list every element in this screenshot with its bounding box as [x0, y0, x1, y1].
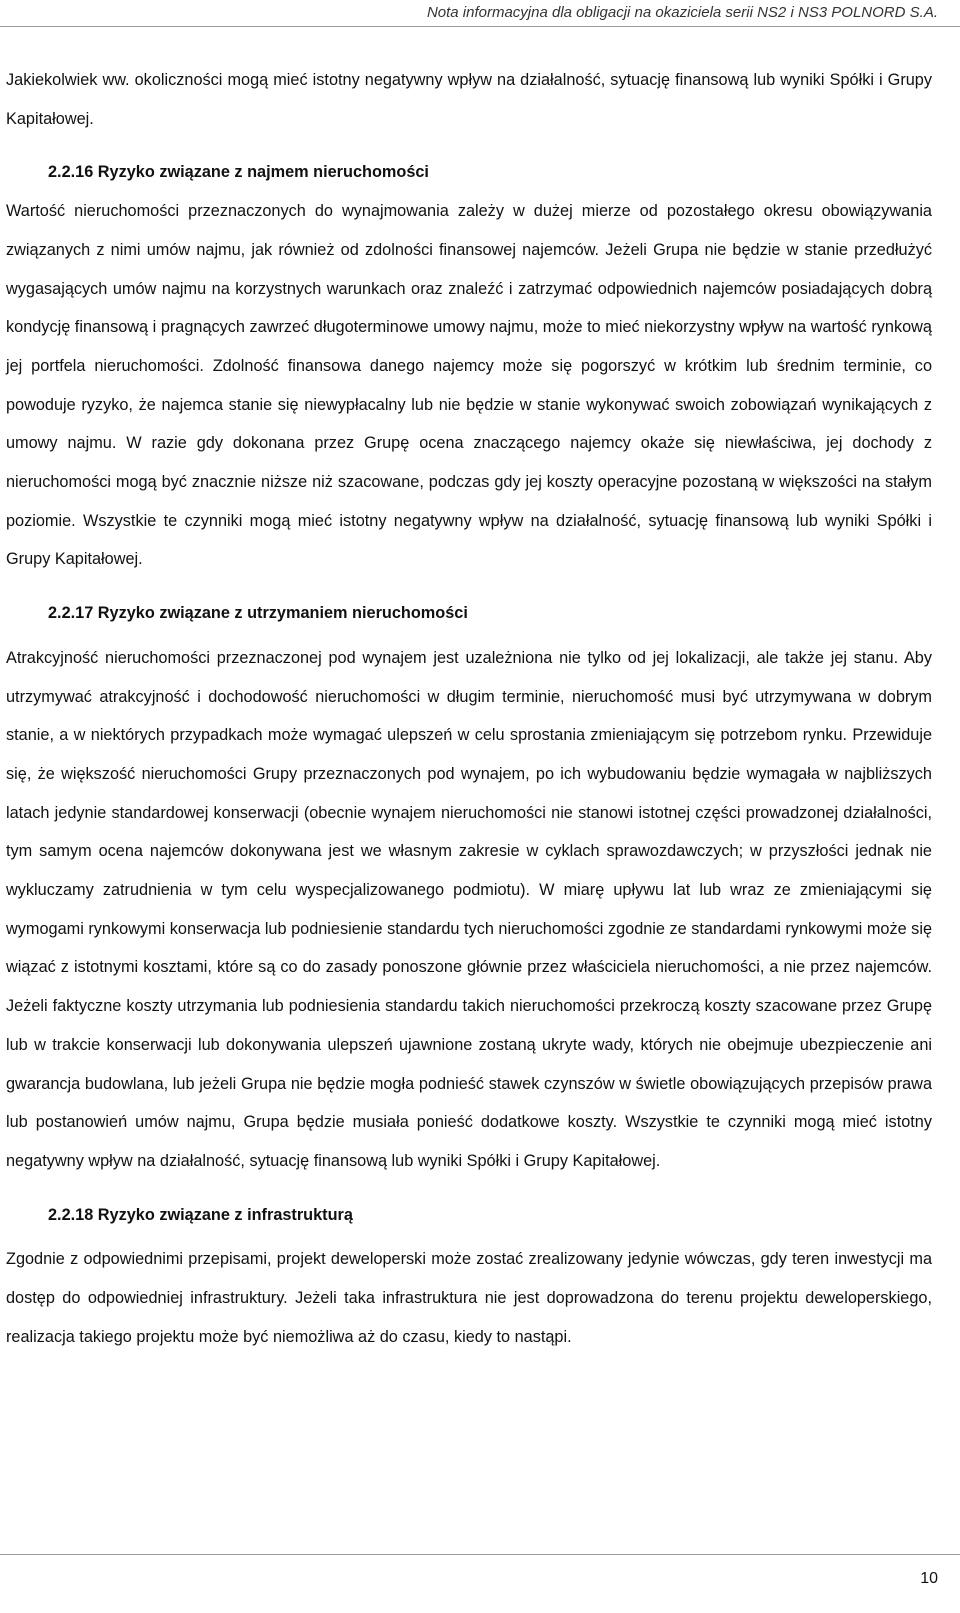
section-heading-2-2-17: 2.2.17 Ryzyko związane z utrzymaniem nieruchomości	[48, 604, 468, 623]
footer-rule	[0, 1554, 960, 1555]
section-body-2-2-17: Atrakcyjność nieruchomości przeznaczonej pod wynajem jest uzależniona nie tylko od jej lokalizacji, ale także jej stanu. Aby utrzymywać atrakcyjność i dochodowość nieruchomości w długim terminie, nieruchomość musi być utrzymywana w dobrym stanie, a w niektórych przypadkach może wymagać ulepszeń w celu sprostania zmieniającym się potrzebom rynku. Przewiduje się, że większość nieruchomości Grupy przeznaczonych pod wynajem, po ich wybudowaniu będzie wymagała w najbliższych latach jedynie standardowej konserwacji (obecnie wynajem nieruchomości nie stanowi istotnej części prowadzonej działalności, tym samym ocena najemców dokonywana jest we własnym zakresie w cyklach sprawozdawczych; w przyszłości jednak nie wykluczamy zatrudnienia w tym celu wyspecjalizowanego podmiotu). W miarę upływu lat lub wraz ze zmieniającymi się wymogami rynkowymi konserwacja lub podniesienie standardu tych nieruchomości zgodnie ze standardami rynkowymi może się wiązać z istotnymi kosztami, które są co do zasady ponoszone głównie przez właściciela nieruchomości, a nie przez najemców. Jeżeli faktyczne koszty utrzymania lub podniesienia standardu takich nieruchomości przekroczą koszty szacowane przez Grupę lub w trakcie konserwacji lub dokonywania ulepszeń ujawnione zostaną ukryte wady, których nie obejmuje ubezpieczenie ani gwarancja budowlana, lub jeżeli Grupa nie będzie mogła podnieść stawek czynszów w świetle obowiązujących przepisów prawa lub postanowień umów najmu, Grupa będzie musiała ponieść dodatkowe koszty. Wszystkie te czynniki mogą mieć istotny negatywny wpływ na działalność, sytuację finansową lub wyniki Spółki i Grupy Kapitałowej.	[6, 648, 932, 1170]
header-rule	[0, 26, 960, 27]
section-heading-2-2-18: 2.2.18 Ryzyko związane z infrastrukturą	[48, 1205, 353, 1224]
section-heading-2-2-16: 2.2.16 Ryzyko związane z najmem nieruchomości	[48, 163, 429, 182]
spacer	[6, 579, 932, 594]
page-number: 10	[920, 1570, 938, 1587]
section-body-2-2-16: Wartość nieruchomości przeznaczonych do wynajmowania zależy w dużej mierze od pozostałego okresu obowiązywania związanych z nimi umów najmu, jak również od zdolności finansowej najemców. Jeżeli Grupa nie będzie w stanie przedłużyć wygasających umów najmu na korzystnych warunkach oraz znaleźć i zatrzymać odpowiednich najemców posiadających dobrą kondycję finansową i pragnących zawrzeć długoterminowe umowy najmu, może to mieć niekorzystny wpływ na wartość rynkową jej portfela nieruchomości. Zdolność finansowa danego najemcy może się pogorszyć w krótkim lub średnim terminie, co powoduje ryzyko, że najemca stanie się niewypłacalny lub nie będzie w stanie wykonywać swoich zobowiązań wynikających z umowy najmu. W razie gdy dokonana przez Grupę ocena znaczącego najemcy okaże się niewłaściwa, jej dochody z nieruchomości mogą być znacznie niższe niż szacowane, podczas gdy jej koszty operacyjne pozostaną w większości na stałym poziomie. Wszystkie te czynniki mogą mieć istotny negatywny wpływ na działalność, sytuację finansową lub wyniki Spółki i Grupy Kapitałowej.	[6, 202, 932, 569]
spacer	[6, 138, 932, 153]
intro-paragraph: Jakiekolwiek ww. okoliczności mogą mieć istotny negatywny wpływ na działalność, sytuację finansową lub wyniki Spółki i Grupy Kapitałowej.	[6, 71, 932, 128]
document-body	[6, 61, 932, 1357]
running-header: Nota informacyjna dla obligacji na okaziciela serii NS2 i NS3 POLNORD S.A.	[426, 4, 938, 21]
section-body-2-2-18: Zgodnie z odpowiednimi przepisami, projekt deweloperski może zostać zrealizowany jedynie wówczas, gdy teren inwestycji ma dostęp do odpowiedniej infrastruktury. Jeżeli taka infrastruktura nie jest doprowadzona do terenu projektu deweloperskiego, realizacja takiego projektu może być niemożliwa aż do czasu, kiedy to nastąpi.	[6, 1250, 932, 1346]
spacer	[6, 1181, 932, 1196]
